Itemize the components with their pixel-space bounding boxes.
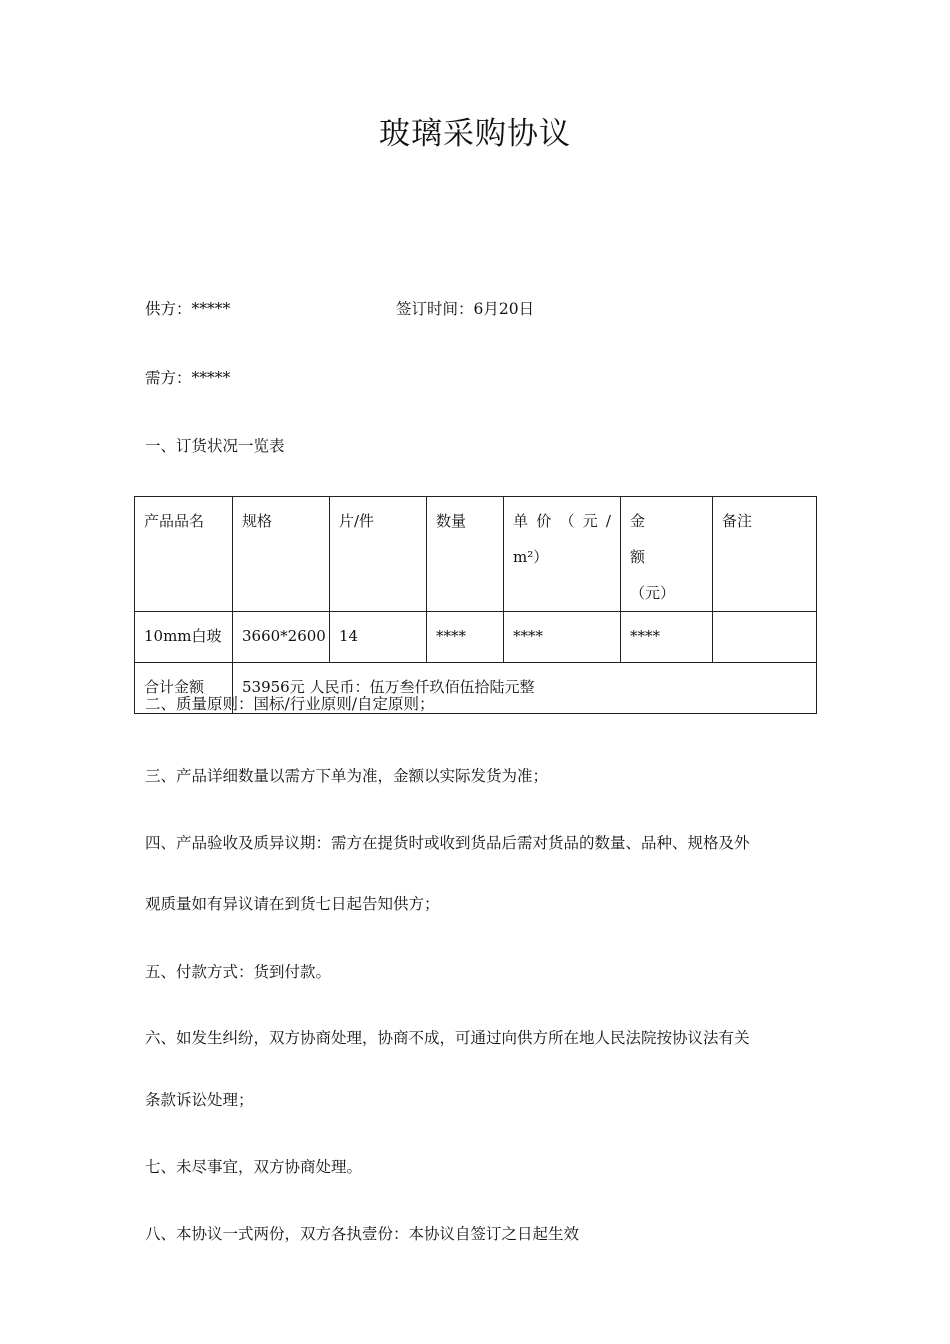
order-table — [134, 496, 817, 714]
cell-pieces: 14 — [330, 612, 427, 663]
clause-other-matters: 七、未尽事宜，双方协商处理。 — [145, 1158, 363, 1176]
cell-spec: 3660*2600 — [233, 612, 330, 663]
header-unit-price-line2: m²） — [513, 548, 549, 566]
clause-copies: 八、本协议一式两份，双方各执壹份：本协议自签订之日起生效 — [145, 1225, 580, 1243]
clause-payment: 五、付款方式：货到付款。 — [145, 963, 332, 981]
header-quantity: 数量 — [427, 497, 504, 612]
header-amount — [621, 497, 713, 612]
total-label: 合计金额 — [135, 663, 233, 714]
document-title: 玻璃采购协议 — [379, 116, 571, 152]
cell-unit-price: **** — [504, 612, 621, 663]
clause-inspection-line1: 四、产品验收及质异议期：需方在提货时或收到货品后需对货品的数量、品种、规格及外 — [145, 834, 750, 852]
clause-inspection-line2: 观质量如有异议请在到货七日起告知供方； — [145, 895, 440, 913]
header-pieces: 片/件 — [330, 497, 427, 612]
clause-quality: 二、质量原则：国标/行业原则/自定原则； — [145, 695, 435, 713]
clause-dispute-line1: 六、如发生纠纷，双方协商处理，协商不成，可通过向供方所在地人民法院按协议法有关 — [145, 1029, 750, 1047]
header-spec: 规格 — [233, 497, 330, 612]
header-remark: 备注 — [713, 497, 817, 612]
clause-dispute-line2: 条款诉讼处理； — [145, 1091, 254, 1109]
cell-product-name: 10mm白玻 — [135, 612, 233, 663]
table-row — [135, 612, 817, 663]
cell-quantity: **** — [427, 612, 504, 663]
cell-amount: **** — [621, 612, 713, 663]
total-value: 53956元 人民币：伍万叁仟玖佰伍拾陆元整 — [233, 663, 817, 714]
section-order-heading: 一、订货状况一览表 — [145, 437, 285, 455]
clause-quantity: 三、产品详细数量以需方下单为准，金额以实际发货为准； — [145, 767, 549, 785]
buyer-line: 需方：***** — [145, 369, 231, 387]
cell-remark — [713, 612, 817, 663]
supplier-line: 供方：***** — [145, 300, 231, 318]
header-product-name: 产品品名 — [135, 497, 233, 612]
header-unit-price-line1: 单 价 （ 元 / — [513, 512, 611, 530]
table-header-row — [135, 497, 817, 612]
sign-time-line: 签订时间：6月20日 — [396, 300, 535, 318]
header-unit-price — [504, 497, 621, 612]
header-amount-line2: （元） — [630, 584, 676, 602]
header-amount-line1: 金 额 — [630, 512, 691, 566]
